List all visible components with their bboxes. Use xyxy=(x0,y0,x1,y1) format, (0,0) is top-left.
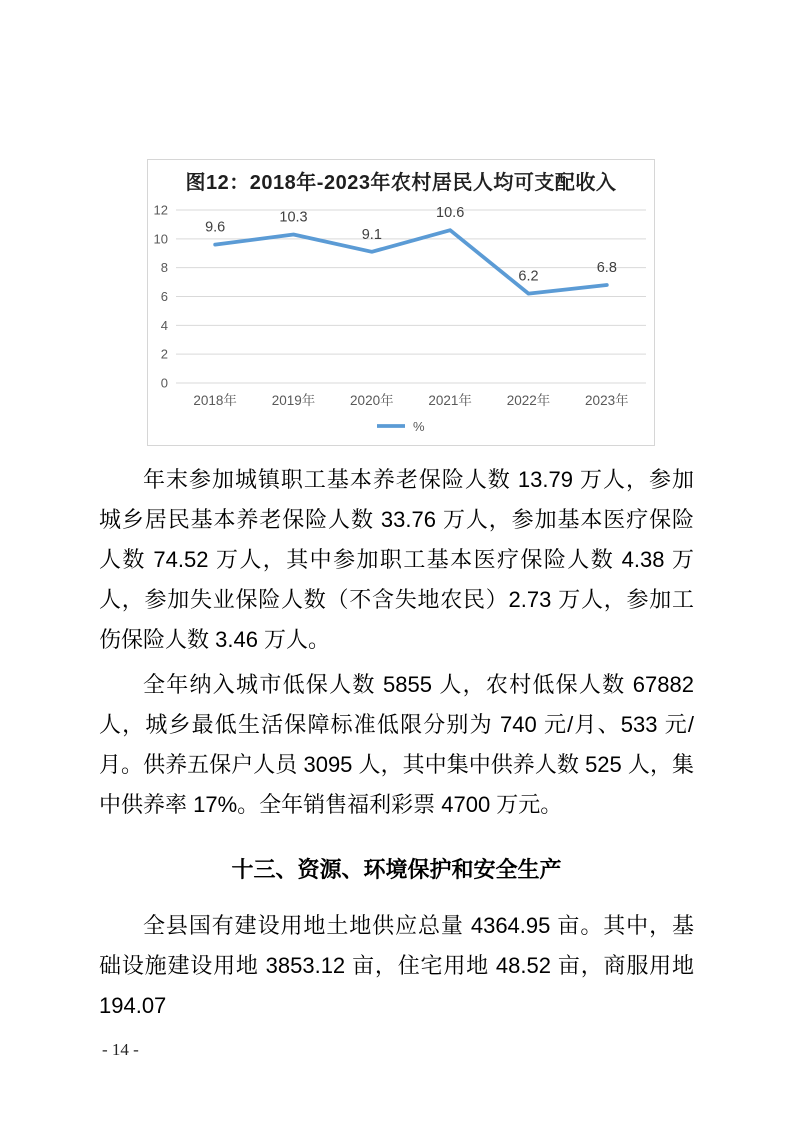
svg-text:%: % xyxy=(413,419,425,434)
document-body xyxy=(99,460,694,1031)
svg-text:0: 0 xyxy=(160,375,168,391)
svg-text:2019年: 2019年 xyxy=(271,393,316,408)
line-chart-canvas xyxy=(148,198,654,444)
svg-text:4: 4 xyxy=(160,317,168,333)
svg-text:2020年: 2020年 xyxy=(350,393,394,408)
svg-text:6: 6 xyxy=(160,289,168,304)
svg-text:9.6: 9.6 xyxy=(205,219,226,236)
svg-text:10: 10 xyxy=(153,231,168,247)
svg-text:10.6: 10.6 xyxy=(436,205,465,222)
svg-text:8: 8 xyxy=(160,260,168,276)
svg-text:2023年: 2023年 xyxy=(585,393,629,408)
svg-text:2022年: 2022年 xyxy=(506,393,551,408)
chart-title: 图12：2018年-2023年农村居民人均可支配收入 xyxy=(185,172,617,194)
svg-text:6.8: 6.8 xyxy=(596,259,617,276)
svg-text:2: 2 xyxy=(160,346,168,362)
page-number: - 14 - xyxy=(102,1040,139,1059)
svg-text:2021年: 2021年 xyxy=(428,393,472,408)
svg-text:9.1: 9.1 xyxy=(361,226,382,243)
chart-figure xyxy=(147,159,655,446)
svg-text:6.2: 6.2 xyxy=(518,268,539,285)
svg-text:2018年: 2018年 xyxy=(193,393,237,408)
svg-text:12: 12 xyxy=(153,202,168,218)
section-heading: 十三、资源、环境保护和安全生产 xyxy=(231,857,562,882)
paragraph-land-supply: 全县国有建设用地土地供应总量 4364.95 亩。其中，基础设施建设用地 3853.12 亩，住宅用地 48.52 亩，商服用地 194.07 xyxy=(99,913,694,1018)
svg-text:10.3: 10.3 xyxy=(279,209,308,226)
paragraph-social-insurance: 年末参加城镇职工基本养老保险人数 13.79 万人，参加城乡居民基本养老保险人数 33.76 万人，参加基本医疗保险人数 74.52 万人，其中参加职工基本医疗保险人数 4.38 万人，参加失业保险人数（不含失地农民）2.73 万人，参加工伤保险人数 3.46 万人。 xyxy=(99,467,694,652)
paragraph-welfare: 全年纳入城市低保人数 5855 人，农村低保人数 67882 人，城乡最低生活保障标准低限分别为 740 元/月、533 元/月。供养五保户人员 3095 人，其中集中供养人数 525 人，集中供养率 17%。全年销售福利彩票 4700 万元。 xyxy=(99,672,694,817)
